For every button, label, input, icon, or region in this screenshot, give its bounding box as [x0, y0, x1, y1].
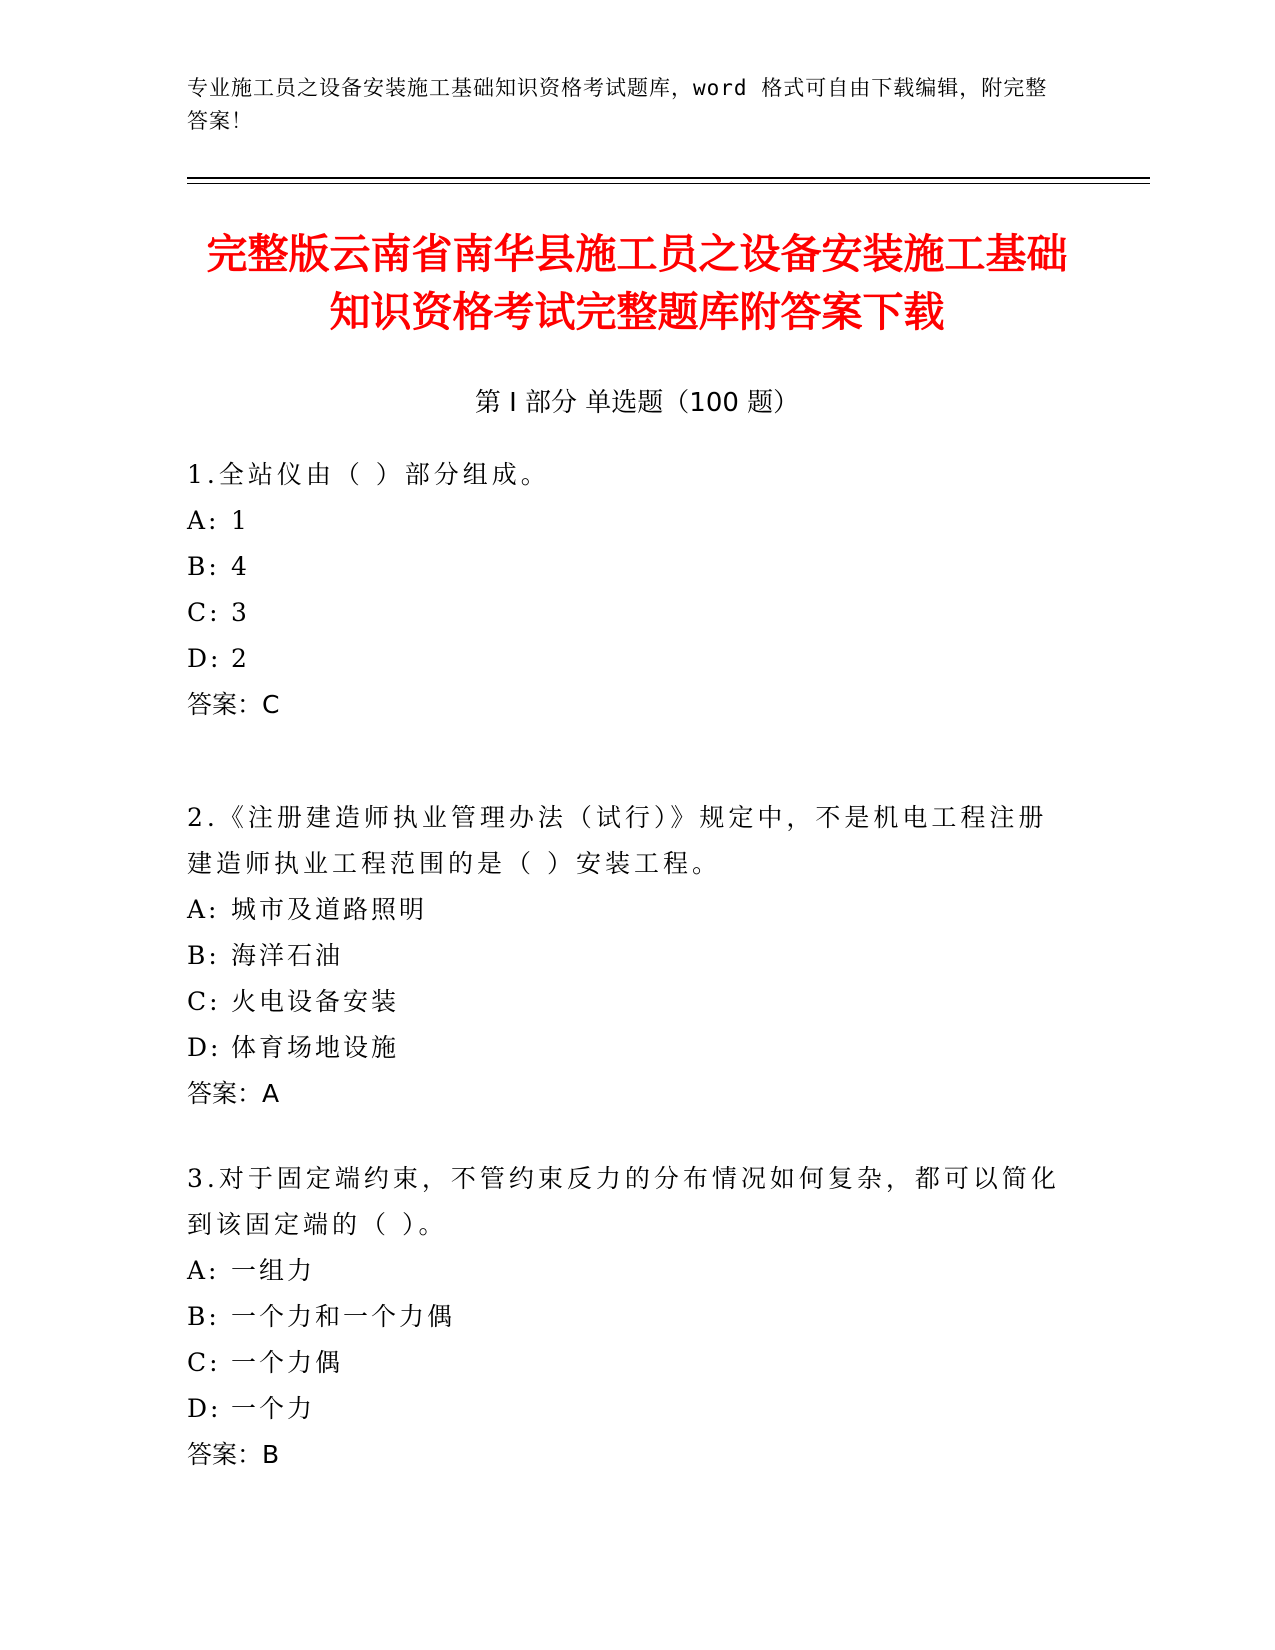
section-title: 第 I 部分 单选题（100 题）	[474, 388, 800, 418]
option-text: 4	[231, 552, 250, 581]
header-note: 专业施工员之设备安装施工基础知识资格考试题库，word 格式可自由下载编辑，附完整答案！	[187, 76, 1048, 133]
question-answer: 答案：A	[187, 1079, 280, 1108]
question-option-d	[187, 1386, 1067, 1432]
option-letter: C:	[187, 987, 221, 1016]
option-text: 海洋石油	[231, 941, 344, 970]
question-option-b	[187, 1294, 1067, 1340]
option-text: 火电设备安装	[231, 987, 400, 1016]
question-answer: 答案：C	[187, 690, 280, 719]
question-option-a	[187, 498, 1067, 544]
option-text: 一个力偶	[231, 1348, 344, 1377]
question-option-c	[187, 979, 1067, 1025]
question-option-b	[187, 933, 1067, 979]
question-answer: 答案：B	[187, 1440, 280, 1469]
option-text: 1	[231, 506, 250, 535]
option-letter: C:	[187, 1348, 221, 1377]
question-2	[187, 795, 1067, 1117]
option-letter: C:	[187, 598, 221, 627]
option-letter: D:	[187, 1033, 222, 1062]
question-option-d	[187, 1025, 1067, 1071]
question-option-c	[187, 1340, 1067, 1386]
question-option-b	[187, 544, 1067, 590]
option-letter: D:	[187, 1394, 222, 1423]
question-1	[187, 452, 1067, 728]
option-text: 2	[231, 644, 250, 673]
question-option-d	[187, 636, 1067, 682]
question-option-a	[187, 1248, 1067, 1294]
question-stem: 1.全站仪由（ ）部分组成。	[187, 460, 550, 489]
option-text: 一组力	[231, 1256, 316, 1285]
option-text: 体育场地设施	[231, 1033, 400, 1062]
question-stem: 2.《注册建造师执业管理办法（试行）》规定中，不是机电工程注册建造师执业工程范围的是（ ）安装工程。	[187, 803, 1048, 878]
question-3	[187, 1156, 1067, 1478]
option-letter: D:	[187, 644, 222, 673]
header-divider-thick	[187, 177, 1150, 179]
option-letter: B:	[187, 552, 220, 581]
question-option-c	[187, 590, 1067, 636]
option-text: 一个力	[231, 1394, 316, 1423]
option-letter: A:	[187, 1256, 220, 1285]
question-stem: 3.对于固定端约束，不管约束反力的分布情况如何复杂，都可以简化到该固定端的（ ）。	[187, 1164, 1060, 1239]
option-text: 城市及道路照明	[231, 895, 428, 924]
option-letter: A:	[187, 895, 220, 924]
option-letter: B:	[187, 1302, 220, 1331]
option-letter: A:	[187, 506, 220, 535]
option-text: 3	[231, 598, 250, 627]
option-text: 一个力和一个力偶	[231, 1302, 456, 1331]
header-divider-thin	[187, 183, 1150, 184]
document-title: 完整版云南省南华县施工员之设备安装施工基础知识资格考试完整题库附答案下载	[206, 230, 1068, 336]
question-option-a	[187, 887, 1067, 933]
option-letter: B:	[187, 941, 220, 970]
